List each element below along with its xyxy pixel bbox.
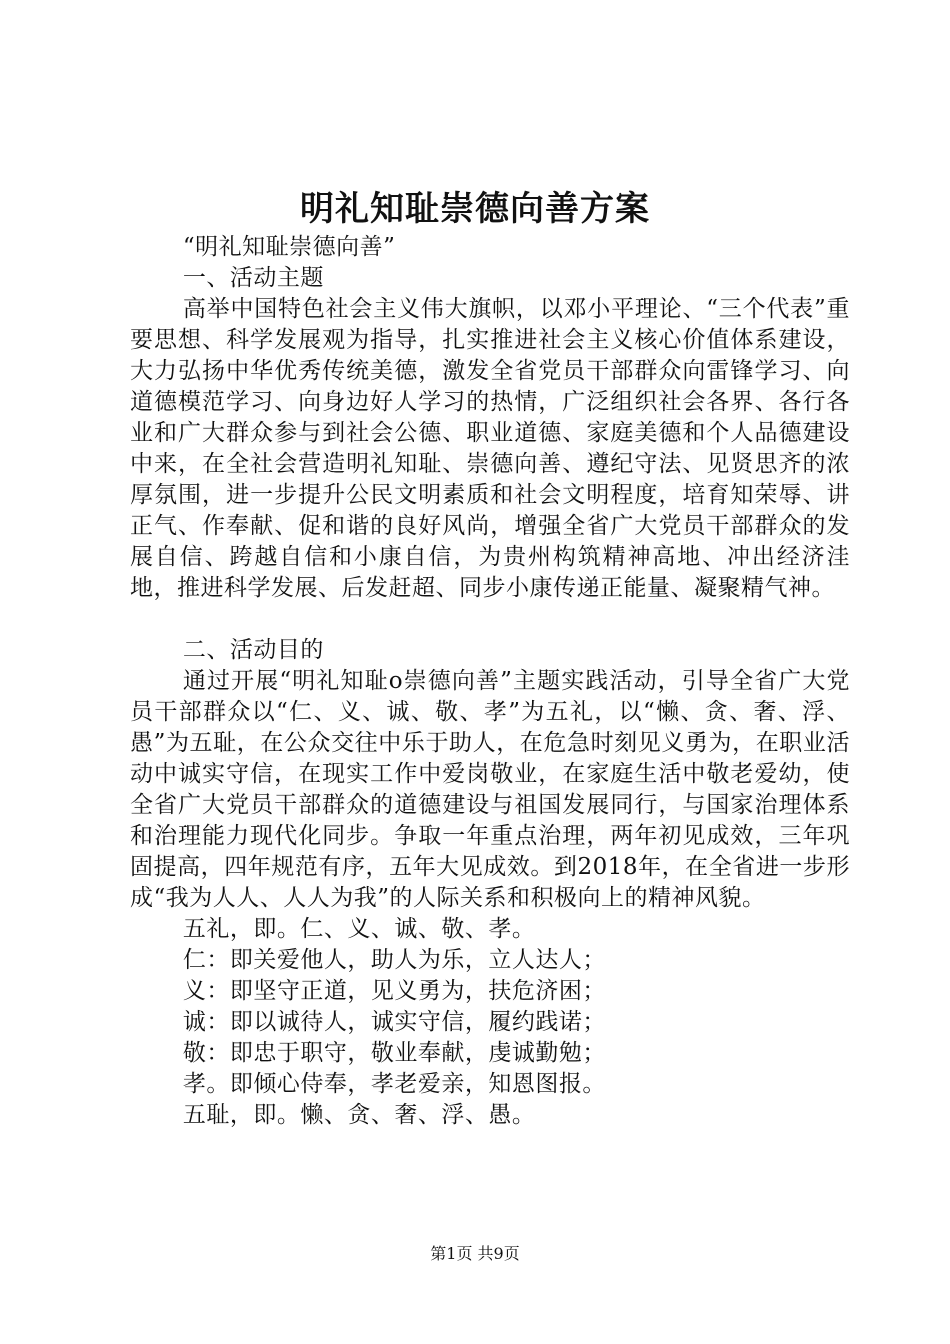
- paragraph-jing: 敬：即忠于职守，敬业奉献，虔诚勤勉；: [182, 1040, 606, 1066]
- paragraph-five-rites: 五礼，即。仁、义、诚、敬、孝。: [182, 916, 536, 942]
- paragraph-ren: 仁：即关爱他人，助人为乐，立人达人；: [182, 947, 606, 973]
- paragraph-subtitle: “明礼知耻崇德向善”: [182, 234, 396, 260]
- paragraph-activity-purpose: 通过开展“明礼知耻o崇德向善”主题实践活动，引导全省广大党员干部群众以“仁、义、诚、敬、孝”为五礼，以“懒、贪、奢、浮、愚”为五耻，在公众交往中乐于助人，在危急时刻见义勇为，在职业活动中诚实守信，在现实工作中爱岗敬业，在家庭生活中敬老爱幼，使全省广大党员干部群众的道德建设与祖国发展同行，与国家治理体系和治理能力现代化同步。争取一年重点治理，两年初见成效，三年巩固提高，四年规范有序，五年大见成效。到2018年，在全省进一步形成“我为人人、人人为我”的人际关系和积极向上的精神风貌。: [130, 668, 850, 911]
- paragraph-spacer: [130, 604, 850, 635]
- paragraph-activity-theme: 高举中国特色社会主义伟大旗帜，以邓小平理论、“三个代表”重要思想、科学发展观为指导，扎实推进社会主义核心价值体系建设，大力弘扬中华优秀传统美德，激发全省党员干部群众向雷锋学习、向道德模范学习、向身边好人学习的热情，广泛组织社会各界、各行各业和广大群众参与到社会公德、职业道德、家庭美德和个人品德建设中来，在全社会营造明礼知耻、崇德向善、遵纪守法、见贤思齐的浓厚氛围，进一步提升公民文明素质和社会文明程度，培育知荣辱、讲正气、作奉献、促和谐的良好风尚，增强全省广大党员干部群众的发展自信、跨越自信和小康自信，为贵州构筑精神高地、冲出经济洼地，推进科学发展、后发赶超、同步小康传递正能量、凝聚精气神。: [130, 296, 850, 601]
- document-body: [130, 232, 850, 1131]
- page-number-footer: 第1页 共9页: [430, 1244, 520, 1263]
- paragraph-yi: 义：即坚守正道，见义勇为，扶危济困；: [182, 978, 606, 1004]
- paragraph-five-shames: 五耻，即。懒、贪、奢、浮、愚。: [182, 1102, 536, 1128]
- heading-activity-theme: 一、活动主题: [182, 265, 324, 291]
- heading-activity-purpose: 二、活动目的: [182, 637, 324, 663]
- document-title: 明礼知耻崇德向善方案: [300, 189, 650, 229]
- paragraph-xiao: 孝。即倾心侍奉，孝老爱亲，知恩图报。: [182, 1071, 606, 1097]
- paragraph-cheng: 诚：即以诚待人，诚实守信，履约践诺；: [182, 1009, 606, 1035]
